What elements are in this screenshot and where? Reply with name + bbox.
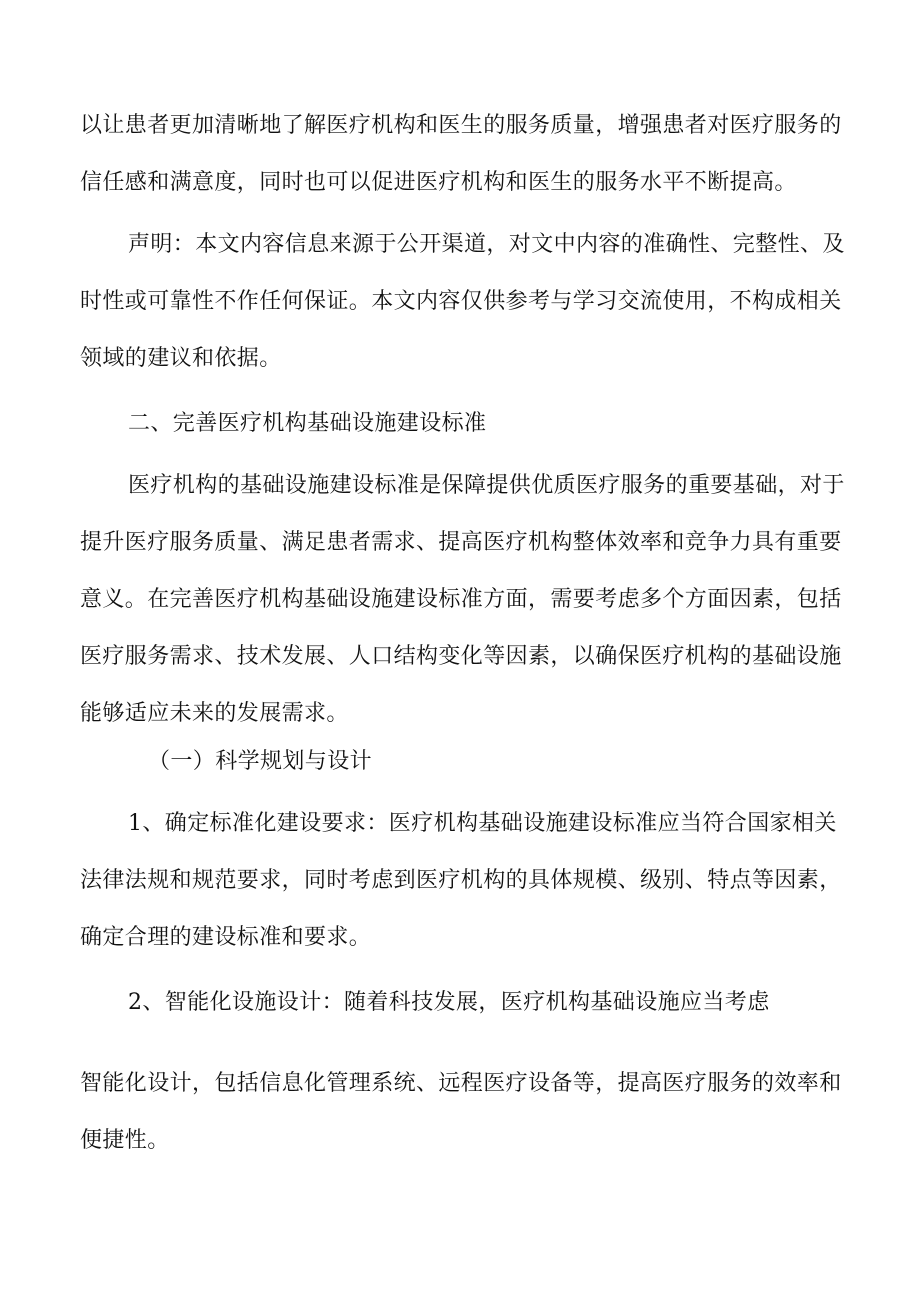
list-item-2: 2、智能化设施设计：随着科技发展，医疗机构基础设施应当考虑: [128, 990, 770, 1015]
list-item-1: 1、确定标准化建设要求：医疗机构基础设施建设标准应当符合国家相关法律法规和规范要求，同时考虑到医疗机构的具体规模、级别、特点等因素，确定合理的建设标准和要求。: [80, 811, 842, 950]
list-item-2-continued: 智能化设计，包括信息化管理系统、远程医疗设备等，提高医疗服务的效率和便捷性。: [80, 1071, 842, 1153]
disclaimer-paragraph: 声明：本文内容信息来源于公开渠道，对文中内容的准确性、完整性、及时性或可靠性不作任何保证。本文内容仅供参考与学习交流使用，不构成相关领域的建议和依据。: [80, 232, 845, 371]
subsection-heading: （一）科学规划与设计: [148, 749, 373, 774]
body-paragraph: 医疗机构的基础设施建设标准是保障提供优质医疗服务的重要基础，对于提升医疗服务质量、满足患者需求、提高医疗机构整体效率和竞争力具有重要意义。在完善医疗机构基础设施建设标准方面，需要考虑多个方面因素，包括医疗服务需求、技术发展、人口结构变化等因素，以确保医疗机构的基础设施能够适应未来的发展需求。: [80, 473, 845, 726]
section-heading: 二、完善医疗机构基础设施建设标准: [128, 411, 487, 436]
body-paragraph-continued: 以让患者更加清晰地了解医疗机构和医生的服务质量，增强患者对医疗服务的信任感和满意度，同时也可以促进医疗机构和医生的服务水平不断提高。: [80, 113, 842, 195]
